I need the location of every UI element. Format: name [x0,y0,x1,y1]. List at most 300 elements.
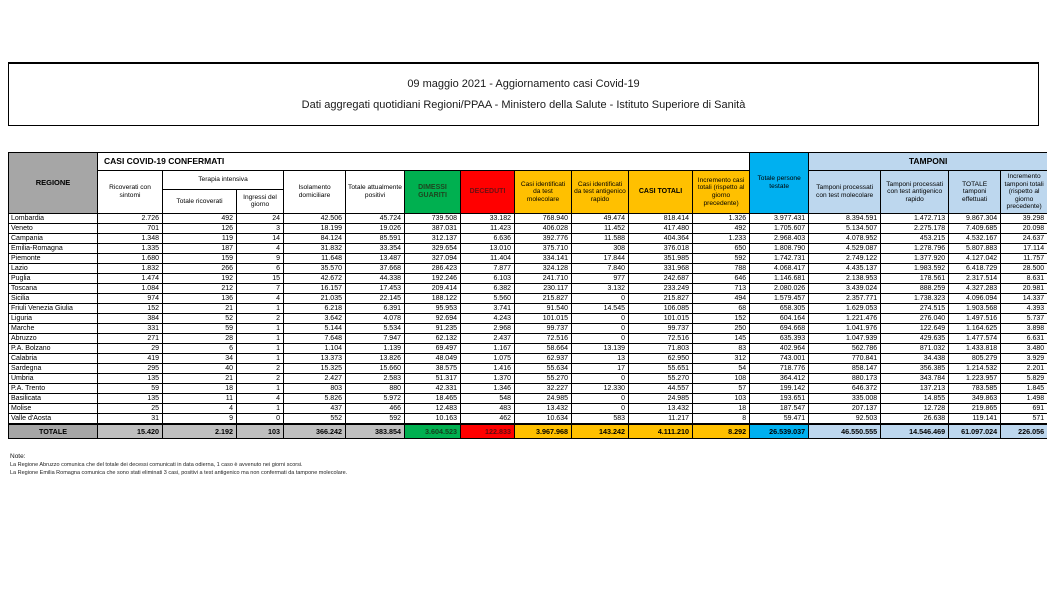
value-cell: 126 [163,224,237,234]
region-name: P.A. Bolzano [9,344,98,354]
value-cell: 48.049 [405,354,461,364]
value-cell: 329.654 [405,244,461,254]
value-cell: 4.068.417 [750,264,809,274]
value-cell: 1.278.796 [881,244,949,254]
value-cell: 13.373 [284,354,346,364]
col-header-ti-ingressi: Ingressi del giorno [237,189,284,213]
value-cell: 20.981 [1001,284,1047,294]
total-label: TOTALE [9,424,98,439]
value-cell: 35.570 [284,264,346,274]
region-name: Campania [9,234,98,244]
value-cell: 17.453 [346,284,405,294]
value-cell: 24.985 [629,394,693,404]
value-cell: 29 [98,344,163,354]
value-cell: 562.786 [809,344,881,354]
value-cell: 6.382 [461,284,515,294]
value-cell: 3.604.523 [405,424,461,439]
value-cell: 45.724 [346,214,405,224]
value-cell: 286.423 [405,264,461,274]
region-name: P.A. Trento [9,384,98,394]
value-cell: 99.737 [515,324,572,334]
value-cell: 57 [693,384,750,394]
value-cell: 226.056 [1001,424,1047,439]
value-cell: 32.227 [515,384,572,394]
value-cell: 0 [572,404,629,414]
value-cell: 33.182 [461,214,515,224]
value-cell: 215.827 [629,294,693,304]
value-cell: 3.642 [284,314,346,324]
value-cell: 375.710 [515,244,572,254]
value-cell: 2.968.403 [750,234,809,244]
banner-tamponi: TAMPONI [809,153,1047,171]
table-row [9,334,1047,344]
col-header-dimessi-guariti: DIMESSI GUARITI [405,171,461,214]
region-name: Liguria [9,314,98,324]
value-cell: 219.865 [949,404,1001,414]
report-subtitle: Dati aggregati quotidiani Regioni/PPAA - Ministero della Salute - Istituto Superiore di Sanità [9,95,1038,116]
table-row [9,234,1047,244]
table-row [9,214,1047,224]
value-cell: 92.694 [405,314,461,324]
value-cell: 11.757 [1001,254,1047,264]
value-cell: 3.741 [461,304,515,314]
region-name: Puglia [9,274,98,284]
value-cell: 12.483 [405,404,461,414]
value-cell: 4.393 [1001,304,1047,314]
value-cell: 492 [163,214,237,224]
value-cell: 193.651 [750,394,809,404]
value-cell: 7.840 [572,264,629,274]
value-cell: 13.826 [346,354,405,364]
value-cell: 592 [346,414,405,425]
value-cell: 583 [572,414,629,425]
value-cell: 2.427 [284,374,346,384]
value-cell: 17 [572,364,629,374]
value-cell: 2.317.514 [949,274,1001,284]
value-cell: 24.985 [515,394,572,404]
value-cell: 178.561 [881,274,949,284]
value-cell: 974 [98,294,163,304]
value-cell: 274.515 [881,304,949,314]
value-cell: 1.498 [1001,394,1047,404]
col-header-persone-testate: Totale persone testate [750,153,809,214]
value-cell: 1.075 [461,354,515,364]
value-cell: 55.270 [515,374,572,384]
value-cell: 7 [237,284,284,294]
value-cell: 145 [693,334,750,344]
table-row [9,304,1047,314]
table-row [9,244,1047,254]
value-cell: 15.660 [346,364,405,374]
value-cell: 880.173 [809,374,881,384]
value-cell: 4.096.094 [949,294,1001,304]
value-cell: 788 [693,264,750,274]
value-cell: 2.201 [1001,364,1047,374]
report-page [0,62,1047,591]
value-cell: 1.348 [98,234,163,244]
value-cell: 19.026 [346,224,405,234]
col-header-tamponi-molecolare: Tamponi processati con test molecolare [809,171,881,214]
value-cell: 0 [572,294,629,304]
value-cell: 1.214.532 [949,364,1001,374]
value-cell: 1.139 [346,344,405,354]
value-cell: 364.412 [750,374,809,384]
value-cell: 54 [693,364,750,374]
value-cell: 17.844 [572,254,629,264]
value-cell: 0 [237,414,284,425]
value-cell: 21 [163,374,237,384]
value-cell: 18.199 [284,224,346,234]
value-cell: 5.972 [346,394,405,404]
value-cell: 13.432 [515,404,572,414]
value-cell: 31.832 [284,244,346,254]
value-cell: 4.327.283 [949,284,1001,294]
value-cell: 83 [693,344,750,354]
value-cell: 14 [237,234,284,244]
table-row [9,324,1047,334]
value-cell: 1.223.957 [949,374,1001,384]
value-cell: 1.629.053 [809,304,881,314]
value-cell: 68 [693,304,750,314]
value-cell: 604.164 [750,314,809,324]
value-cell: 266 [163,264,237,274]
value-cell: 18 [693,404,750,414]
value-cell: 2.749.122 [809,254,881,264]
report-title: 09 maggio 2021 - Aggiornamento casi Covid-19 [9,74,1038,95]
col-header-incremento-tamponi: Incremento tamponi totali (rispetto al giorno precedente) [1001,171,1047,214]
value-cell: 0 [572,334,629,344]
value-cell: 11.588 [572,234,629,244]
total-row [9,424,1047,439]
value-cell: 13.487 [346,254,405,264]
table-row [9,354,1047,364]
value-cell: 9 [163,414,237,425]
value-cell: 15 [237,274,284,284]
value-cell: 6 [163,344,237,354]
value-cell: 61.097.024 [949,424,1001,439]
value-cell: 233.249 [629,284,693,294]
value-cell: 1.705.607 [750,224,809,234]
region-name: Veneto [9,224,98,234]
value-cell: 55.651 [629,364,693,374]
table-row [9,384,1047,394]
value-cell: 3 [237,224,284,234]
value-cell: 17.114 [1001,244,1047,254]
value-cell: 694.668 [750,324,809,334]
value-cell: 3.439.024 [809,284,881,294]
value-cell: 7.648 [284,334,346,344]
col-header-incremento-casi: Incremento casi totali (rispetto al giorno precedente) [693,171,750,214]
col-header-attualmente-positivi: Totale attualmente positivi [346,171,405,214]
value-cell: 101.015 [515,314,572,324]
value-cell: 22.145 [346,294,405,304]
value-cell: 28 [163,334,237,344]
value-cell: 1.497.516 [949,314,1001,324]
value-cell: 5.534 [346,324,405,334]
region-name: Marche [9,324,98,334]
value-cell: 42.331 [405,384,461,394]
value-cell: 1.983.592 [881,264,949,274]
value-cell: 62.950 [629,354,693,364]
value-cell: 192.246 [405,274,461,284]
value-cell: 4.127.042 [949,254,1001,264]
value-cell: 5.144 [284,324,346,334]
value-cell: 136 [163,294,237,304]
table-row [9,374,1047,384]
value-cell: 1.346 [461,384,515,394]
value-cell: 1.845 [1001,384,1047,394]
value-cell: 366.242 [284,424,346,439]
note-abruzzo: La Regione Abruzzo comunica che del totale dei decessi comunicati in data odierna, 1 caso è avvenuto nei giorni scorsi. [10,461,1047,469]
value-cell: 101.015 [629,314,693,324]
value-cell: 331.968 [629,264,693,274]
value-cell: 99.737 [629,324,693,334]
value-cell: 8 [693,414,750,425]
value-cell: 2.138.953 [809,274,881,284]
value-cell: 18.465 [405,394,461,404]
value-cell: 384 [98,314,163,324]
value-cell: 59 [163,324,237,334]
value-cell: 241.710 [515,274,572,284]
value-cell: 55.270 [629,374,693,384]
region-name: Emilia-Romagna [9,244,98,254]
value-cell: 6 [237,264,284,274]
value-cell: 55.634 [515,364,572,374]
value-cell: 9.867.304 [949,214,1001,224]
table-row [9,344,1047,354]
region-name: Basilicata [9,394,98,404]
value-cell: 295 [98,364,163,374]
value-cell: 1 [237,404,284,414]
value-cell: 58.664 [515,344,572,354]
value-cell: 135 [98,374,163,384]
value-cell: 108 [693,374,750,384]
value-cell: 646.372 [809,384,881,394]
value-cell: 62.132 [405,334,461,344]
value-cell: 207.137 [809,404,881,414]
value-cell: 2 [237,364,284,374]
value-cell: 1.164.625 [949,324,1001,334]
value-cell: 743.001 [750,354,809,364]
value-cell: 2.080.026 [750,284,809,294]
value-cell: 26.539.037 [750,424,809,439]
value-cell: 2 [237,374,284,384]
value-cell: 658.305 [750,304,809,314]
value-cell: 276.040 [881,314,949,324]
value-cell: 392.776 [515,234,572,244]
value-cell: 1.808.790 [750,244,809,254]
value-cell: 4.532.167 [949,234,1001,244]
value-cell: 650 [693,244,750,254]
value-cell: 1.041.976 [809,324,881,334]
value-cell: 1.377.920 [881,254,949,264]
col-header-casi-totali: CASI TOTALI [629,171,693,214]
value-cell: 8.292 [693,424,750,439]
value-cell: 24.637 [1001,234,1047,244]
region-name: Molise [9,404,98,414]
value-cell: 356.385 [881,364,949,374]
value-cell: 1.477.574 [949,334,1001,344]
value-cell: 40 [163,364,237,374]
value-cell: 7.947 [346,334,405,344]
value-cell: 39.298 [1001,214,1047,224]
value-cell: 119.141 [949,414,1001,425]
value-cell: 2.192 [163,424,237,439]
value-cell: 803 [284,384,346,394]
region-name: Sardegna [9,364,98,374]
table-row [9,394,1047,404]
value-cell: 1.221.476 [809,314,881,324]
col-header-casi-antigenico: Casi identificati da test antigenico rapido [572,171,629,214]
col-header-casi-molecolare: Casi identificati da test molecolare [515,171,572,214]
value-cell: 21 [163,304,237,314]
value-cell: 14.546.469 [881,424,949,439]
value-cell: 2.968 [461,324,515,334]
value-cell: 2 [237,314,284,324]
col-header-ricoverati: Ricoverati con sintomi [98,171,163,214]
value-cell: 7.409.685 [949,224,1001,234]
value-cell: 739.508 [405,214,461,224]
region-name: Sicilia [9,294,98,304]
value-cell: 11.648 [284,254,346,264]
table-row [9,404,1047,414]
value-cell: 324.128 [515,264,572,274]
value-cell: 417.480 [629,224,693,234]
value-cell: 21.035 [284,294,346,304]
value-cell: 3.977.431 [750,214,809,224]
value-cell: 437 [284,404,346,414]
value-cell: 8.394.591 [809,214,881,224]
value-cell: 571 [1001,414,1047,425]
value-cell: 5.737 [1001,314,1047,324]
value-cell: 33.354 [346,244,405,254]
value-cell: 466 [346,404,405,414]
value-cell: 1 [237,354,284,364]
value-cell: 1.335 [98,244,163,254]
value-cell: 3.132 [572,284,629,294]
value-cell: 4.435.137 [809,264,881,274]
region-name: Calabria [9,354,98,364]
value-cell: 4.111.210 [629,424,693,439]
banner-casi-confermati: CASI COVID-19 CONFERMATI [98,153,750,171]
value-cell: 6.391 [346,304,405,314]
value-cell: 3.929 [1001,354,1047,364]
value-cell: 14.337 [1001,294,1047,304]
table-row [9,364,1047,374]
value-cell: 14.545 [572,304,629,314]
value-cell: 10.163 [405,414,461,425]
value-cell: 52 [163,314,237,324]
value-cell: 91.540 [515,304,572,314]
value-cell: 49.474 [572,214,629,224]
value-cell: 419 [98,354,163,364]
value-cell: 59.471 [750,414,809,425]
value-cell: 548 [461,394,515,404]
value-cell: 0 [572,374,629,384]
value-cell: 429.635 [881,334,949,344]
table-row [9,254,1047,264]
value-cell: 805.279 [949,354,1001,364]
value-cell: 242.687 [629,274,693,284]
value-cell: 5.826 [284,394,346,404]
value-cell: 16.157 [284,284,346,294]
value-cell: 42.506 [284,214,346,224]
value-cell: 312.137 [405,234,461,244]
col-header-deceduti: DECEDUTI [461,171,515,214]
value-cell: 71.803 [629,344,693,354]
col-header-regione: REGIONE [9,153,98,214]
value-cell: 24 [237,214,284,224]
value-cell: 387.031 [405,224,461,234]
value-cell: 25 [98,404,163,414]
value-cell: 0 [572,394,629,404]
col-header-terapia-intensiva: Terapia intensiva [163,171,284,190]
value-cell: 85.591 [346,234,405,244]
value-cell: 5.560 [461,294,515,304]
col-header-ti-totale: Totale ricoverati [163,189,237,213]
value-cell: 143.242 [572,424,629,439]
region-name: Valle d'Aosta [9,414,98,425]
value-cell: 103 [237,424,284,439]
value-cell: 1.579.457 [750,294,809,304]
value-cell: 6.631 [1001,334,1047,344]
value-cell: 462 [461,414,515,425]
value-cell: 6.636 [461,234,515,244]
value-cell: 159 [163,254,237,264]
value-cell: 1.680 [98,254,163,264]
value-cell: 28.500 [1001,264,1047,274]
value-cell: 308 [572,244,629,254]
value-cell: 818.414 [629,214,693,224]
value-cell: 250 [693,324,750,334]
value-cell: 62.937 [515,354,572,364]
value-cell: 880 [346,384,405,394]
col-header-tamponi-antigenico: Tamponi processati con test antigenico rapido [881,171,949,214]
value-cell: 1.326 [693,214,750,224]
value-cell: 635.393 [750,334,809,344]
value-cell: 51.317 [405,374,461,384]
value-cell: 1.738.323 [881,294,949,304]
table-row [9,314,1047,324]
value-cell: 770.841 [809,354,881,364]
value-cell: 1.233 [693,234,750,244]
value-cell: 1.047.939 [809,334,881,344]
value-cell: 122.649 [881,324,949,334]
value-cell: 31 [98,414,163,425]
value-cell: 871.032 [881,344,949,354]
value-cell: 402.964 [750,344,809,354]
value-cell: 92.503 [809,414,881,425]
value-cell: 1.903.568 [949,304,1001,314]
value-cell: 0 [572,324,629,334]
value-cell: 5.807.883 [949,244,1001,254]
value-cell: 187 [163,244,237,254]
value-cell: 3.967.968 [515,424,572,439]
value-cell: 12.728 [881,404,949,414]
value-cell: 888.259 [881,284,949,294]
value-cell: 4 [163,404,237,414]
value-cell: 46.550.555 [809,424,881,439]
value-cell: 331 [98,324,163,334]
value-cell: 1.832 [98,264,163,274]
covid-table-container [8,152,1047,439]
value-cell: 1.472.713 [881,214,949,224]
value-cell: 4 [237,244,284,254]
value-cell: 2.357.771 [809,294,881,304]
value-cell: 6.418.729 [949,264,1001,274]
value-cell: 4.529.087 [809,244,881,254]
value-cell: 3.480 [1001,344,1047,354]
